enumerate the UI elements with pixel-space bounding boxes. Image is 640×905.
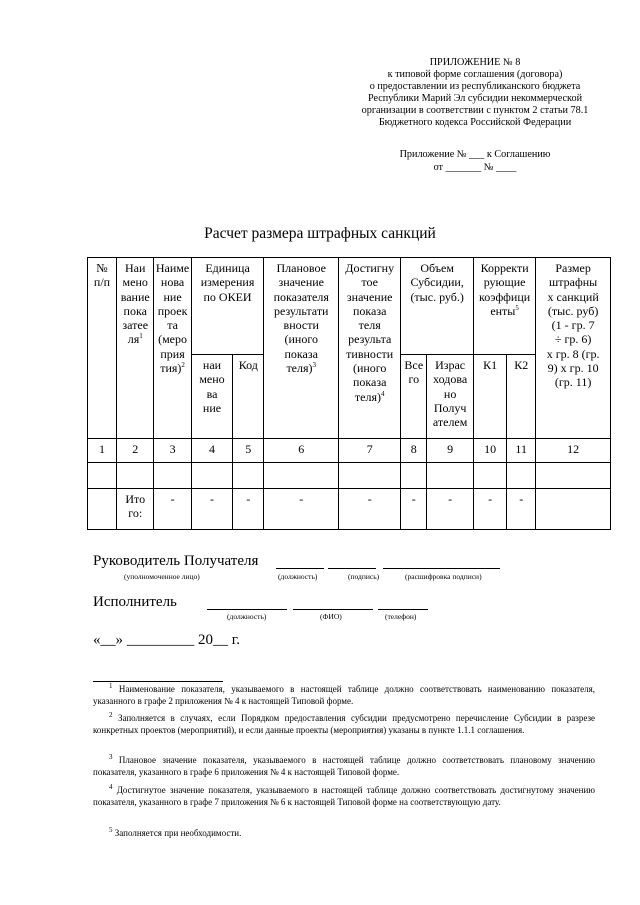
header-indicator: Наи мено вание пока затее $ля^1$	[117, 258, 154, 439]
footnote	[93, 828, 595, 840]
page-title: Расчет размера штрафных санкций	[204, 225, 436, 242]
column-number: 8	[401, 439, 427, 463]
executor-position-line	[207, 609, 287, 610]
column-number: 2	[117, 439, 154, 463]
table-cell	[264, 463, 339, 489]
header-unit-code: Код	[233, 355, 264, 439]
header-k1: К1	[473, 355, 506, 439]
header-coefficients: Корректи рующие коэффици енты$^5$	[473, 258, 535, 355]
head-signature-line	[328, 568, 376, 569]
appendix-line: о предоставлении из республиканского бюджета	[369, 81, 581, 92]
header-penalty: Размер штрафны х санкций (тыс. руб) (1 - гр. 7 ÷ гр. 6) x гр. 8 (гр. 9) x гр. 10 (гр. 11)	[536, 258, 611, 439]
table-cell	[427, 463, 474, 489]
header-achieved: Достигну тое значение показа теля результа тивности (иного показа теля)$^4$	[339, 258, 401, 439]
total-cell: -	[339, 489, 401, 530]
total-label: Ито го:	[117, 489, 154, 530]
executor-name-line	[293, 609, 373, 610]
table-cell	[191, 463, 233, 489]
footnote-text: Наименование показателя, указываемого в настоящей таблице должно соответствовать наименованию показателя, указанного в графе 2 приложения № 4 к настоящей Типовой форме.	[93, 684, 595, 706]
column-number: 5	[233, 439, 264, 463]
empty-data-row	[88, 463, 611, 489]
head-label: Руководитель Получателя	[93, 553, 259, 569]
total-cell: -	[264, 489, 339, 530]
total-cell: -	[154, 489, 191, 530]
table-cell	[88, 463, 117, 489]
executor-label: Исполнитель	[93, 594, 177, 610]
footnote-text: Плановое значение показателя, указываемого в настоящей таблице должно соответствовать плановому значению показателя, указанного в графе 6 приложения № 4 к настоящей Типовой форме.	[93, 755, 596, 777]
header-volume: Объем Субсидии, (тыс. руб.)	[401, 258, 474, 355]
header-num: № п/п	[88, 258, 117, 439]
header-volume-total: Все го	[401, 355, 427, 439]
footnote-text: Достигнутое значение показателя, указываемого в настоящей таблице должно соответствовать достигнутому значению показателя, указанного в графе 7 приложения № 6 к настоящей Типовой форме на соответствующую дату.	[93, 785, 595, 807]
total-row	[88, 489, 611, 530]
table-cell	[154, 463, 191, 489]
table-cell	[536, 489, 611, 530]
column-number: 11	[507, 439, 536, 463]
appendix-header	[340, 57, 610, 129]
header-unit: Единица измерения по ОКЕИ	[191, 258, 264, 355]
table-cell	[473, 463, 506, 489]
column-number: 4	[191, 439, 233, 463]
table-cell	[88, 489, 117, 530]
appendix-line: организации в соответствии с пунктом 2 статьи 78.1	[361, 105, 589, 116]
date-line: «__» _________ 20__ г.	[93, 632, 240, 648]
header-planned: Плановое значение показателя результати вности (иного показа теля)$^3$	[264, 258, 339, 439]
total-cell: -	[401, 489, 427, 530]
appendix-line: Республики Марий Эл субсидии некоммерческой	[367, 93, 583, 104]
agreement-reference	[370, 149, 580, 174]
appendix-line: ПРИЛОЖЕНИЕ № 8	[429, 57, 521, 68]
column-number: 7	[339, 439, 401, 463]
executor-phone-line	[378, 609, 428, 610]
head-caption: (подпись)	[348, 572, 380, 581]
penalty-table	[87, 257, 611, 530]
total-cell: -	[191, 489, 233, 530]
table-cell	[233, 463, 264, 489]
header-k2: К2	[507, 355, 536, 439]
footnote	[93, 684, 595, 707]
column-number: 1	[88, 439, 117, 463]
column-number: 12	[536, 439, 611, 463]
column-number: 3	[154, 439, 191, 463]
total-cell: -	[233, 489, 264, 530]
column-number: 10	[473, 439, 506, 463]
head-position-line	[276, 568, 324, 569]
table-cell	[117, 463, 154, 489]
total-cell: -	[427, 489, 474, 530]
column-numbers-row	[88, 439, 611, 463]
head-caption: (расшифровка подписи)	[405, 572, 482, 581]
footnote-number: 1	[109, 682, 113, 690]
footnote-text: Заполняется в случаях, если Порядком предоставления субсидии предусмотрено перечисление Субсидии в разрезе конкретных проектов (мероприятий), и если данные проекты (мероприятия) указаны в пункте 1.1.1 соглашения.	[93, 713, 595, 735]
footnote-number: 2	[109, 711, 113, 719]
footnote-number: 5	[109, 826, 113, 834]
table-cell	[401, 463, 427, 489]
footnote-text: Заполняется при необходимости.	[114, 828, 242, 838]
head-name-line	[383, 568, 500, 569]
table-cell	[536, 463, 611, 489]
total-cell: -	[473, 489, 506, 530]
table-cell	[507, 463, 536, 489]
column-number: 9	[427, 439, 474, 463]
footnote-number: 4	[109, 783, 113, 791]
footnote	[93, 785, 595, 808]
total-cell: -	[507, 489, 536, 530]
appendix-line: к типовой форме соглашения (договора)	[387, 69, 563, 80]
footnote-number: 3	[109, 753, 113, 761]
footnote	[93, 755, 595, 778]
header-unit-name: наи мено ва ние	[191, 355, 233, 439]
agreement-date-line: от _______ № ____	[433, 161, 517, 173]
executor-caption: (должность)	[227, 612, 267, 621]
executor-caption: (телефон)	[385, 612, 417, 621]
header-volume-spent: Израс ходова но Получ ателем	[427, 355, 474, 439]
footnote	[93, 713, 595, 736]
header-project: Наиме нова ние проек та (меро прия тия)$^2$	[154, 258, 191, 439]
appendix-line: Бюджетного кодекса Российской Федерации	[378, 117, 572, 128]
head-caption: (уполномоченное лицо)	[124, 572, 200, 581]
table-cell	[339, 463, 401, 489]
executor-caption: (ФИО)	[320, 612, 342, 621]
agreement-line: Приложение № ___ к Соглашению	[399, 149, 551, 160]
head-caption: (должность)	[278, 572, 318, 581]
column-number: 6	[264, 439, 339, 463]
